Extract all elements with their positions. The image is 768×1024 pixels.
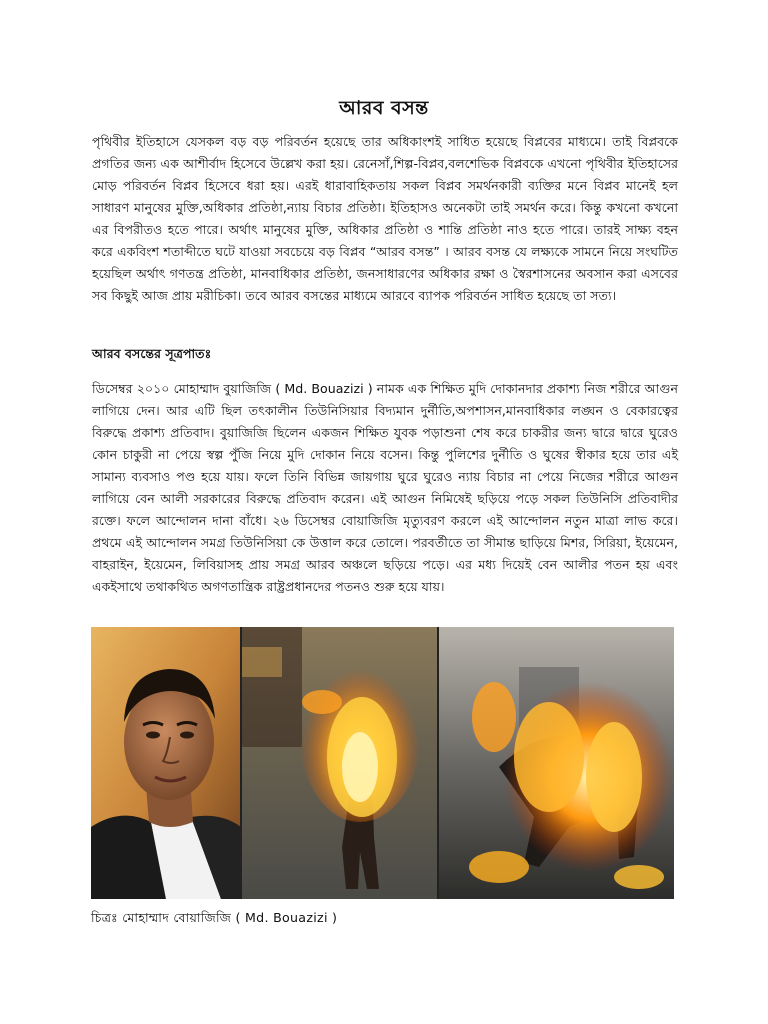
photo-caption: চিত্রঃ মোহাম্মাদ বোয়াজিজি ( Md. Bouazizi ) <box>91 910 338 925</box>
document-title: আরব বসন্ত <box>339 97 429 119</box>
origin-paragraph: ডিসেম্বর ২০১০ মোহাম্মাদ বুয়াজিজি ( Md. Bouazizi ) নামক এক শিক্ষিত মুদি দোকানদার প্রকাশ্য নিজ শরীরে আগুন লাগিয়ে দেন। আর এটি ছিল তৎকালীন তিউনিসিয়ার বিদ্যমান দুর্নীতি,অপশাসন,মানবাধিকার লঙ্ঘন ও বেকারত্বের বিরুদ্ধে প্রকাশ্য প্রতিবাদ। বুয়াজিজি ছিলেন একজন শিক্ষিত যুবক পড়াশুনা শেষ করে চাকরীর জন্য দ্বারে দ্বারে ঘুরেও কোন চাকুরী না পেয়ে স্বল্প পুঁজি নিয়ে মুদি দোকান নিয়ে বসেন। কিন্তু পুলিশের দুর্নীতি ও ঘুষের স্বীকার হয়ে তার এই সামান্য ব্যবসাও পণ্ড হয়ে যায়। ফলে তিনি বিভিন্ন জায়গায় ঘুরে ঘুরেও ন্যায় বিচার না পেয়ে নিজের শরীরে আগুন লাগিয়ে বেন আলী সরকারের বিরুদ্ধে প্রতিবাদ করেন। এই আগুন নিমিষেই ছড়িয়ে পড়ে সকল তিউনিসি প্রতিবাদীর রক্তে। ফলে আন্দোলন দানা বাঁধে। ২৬ ডিসেম্বর বোয়াজিজি মৃত্যুবরণ করলে এই আন্দোলন নতুন মাত্রা লাভ করে। প্রথমে এই আন্দোলন সমগ্র তিউনিসিয়া কে উত্তাল করে তোলে। পরবর্তীতে তা সীমান্ত ছাড়িয়ে মিশর, সিরিয়া, ইয়েমেন, বাহরাইন, ইয়েমেন, লিবিয়াসহ প্রায় সমগ্র আরব অঞ্চলে ছড়িয়ে পড়ে। এর মধ্য দিয়েই বেন আলীর পতন হয় এবং একইসাথে তথাকথিত অগণতান্ত্রিক রাষ্ট্রপ্রধানদের পতনও শুরু হয়ে যায়। <box>92 381 678 594</box>
burning-figure-photo <box>242 627 436 899</box>
section-heading: আরব বসন্তের সূত্রপাতঃ <box>92 346 212 361</box>
photo-strip <box>91 627 674 899</box>
intro-paragraph: পৃথিবীর ইতিহাসে যেসকল বড় বড় পরিবর্তন হয়েছে তার অধিকাংশই সাধিত হয়েছে বিপ্লবের মাধ্যমে। তাই বিপ্লবকে প্রগতির জন্য এক আশীর্বাদ হিসেবে উল্লেখ করা হয়। রেনেসাঁ,শিল্প-বিপ্লব,বলশেভিক বিপ্লবকে এখনো পৃথিবীর ইতিহাসের মোড় পরিবর্তন বিপ্লব হিসেবে ধরা হয়। এরই ধারাবাহিকতায় সকল বিপ্লব সমর্থনকারী ব্যক্তির মনে বিপ্লব মানেই হল সাধারণ মানুষের মুক্তি,অধিকার প্রতিষ্ঠা,ন্যায় বিচার প্রতিষ্ঠা। ইতিহাসও অনেকটা তাই সমর্থন করে। কিন্তু কখনো কখনো এর বিপরীতও হতে পারে। অর্থাৎ মানুষের মুক্তি, অধিকার প্রতিষ্ঠা ও শান্তি প্রতিষ্ঠা নাও হতে পারে। তারই সাক্ষ্য বহন করে একবিংশ শতাব্দীতে ঘটে যাওয়া সবচেয়ে বড় বিপ্লব “আরব বসন্ত” । আরব বসন্ত যে লক্ষ্যকে সামনে নিয়ে সংঘটিত হয়েছিল অর্থাৎ গণতন্ত্র প্রতিষ্ঠা, মানবাধিকার প্রতিষ্ঠা, জনসাধারণের অধিকার রক্ষা ও স্বৈরশাসনের অবসান করা এসবের সব কিছুই আজ প্রায় মরীচিকা। তবে আরব বসন্তের মাধ্যমে আরবে ব্যাপক পরিবর্তন সাধিত হয়েছে তা সত্য। <box>92 134 678 303</box>
portrait-photo <box>91 627 240 899</box>
burning-figure-photo-2 <box>439 627 674 899</box>
